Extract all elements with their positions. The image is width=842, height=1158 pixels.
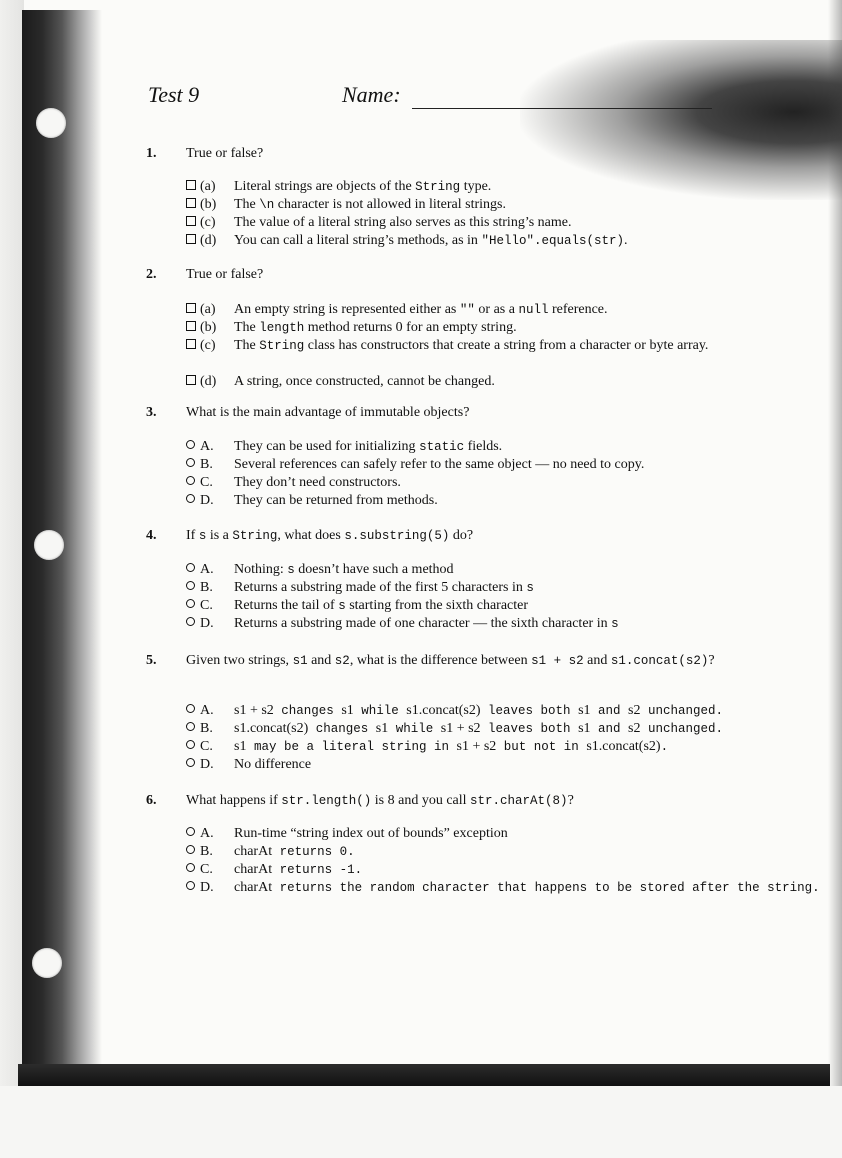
radio-icon[interactable] [186, 581, 195, 590]
text-fragment: The value of a literal string also serves as this string’s name. [234, 215, 572, 230]
checkbox-option[interactable] [186, 232, 232, 250]
text-fragment: or as a [474, 302, 519, 317]
text-fragment: , what is the difference between [349, 653, 532, 668]
scan-right-edge [828, 0, 842, 1090]
punch-hole-bottom [32, 948, 62, 978]
text-fragment: s2 [628, 703, 641, 718]
radio-option[interactable] [186, 579, 232, 597]
option-letter: (c) [200, 338, 216, 353]
scan-margin-bottom [0, 1086, 842, 1158]
code-fragment: and [590, 704, 629, 718]
checkbox-option[interactable] [186, 214, 232, 232]
scan-corner-shadow [520, 40, 842, 200]
code-fragment: "Hello".equals(str) [481, 234, 624, 248]
option-list [186, 178, 746, 250]
text-fragment: s1.concat(s2) [406, 703, 481, 718]
code-fragment: str.length() [281, 794, 372, 808]
option-list [186, 301, 746, 391]
code-fragment: s [287, 563, 295, 577]
option-text [234, 337, 754, 355]
text-fragment: do? [449, 528, 474, 543]
text-fragment: starting from the sixth character [345, 598, 529, 613]
code-fragment: null [518, 303, 549, 317]
question-number: 6. [146, 793, 157, 808]
text-fragment: The [234, 338, 260, 353]
answer-option[interactable] [186, 214, 746, 232]
radio-option[interactable] [186, 456, 232, 474]
question-text: True or false? [186, 267, 264, 282]
answer-option[interactable] [186, 615, 746, 633]
option-list [186, 561, 746, 633]
option-letter: D. [200, 757, 214, 772]
radio-option[interactable] [186, 861, 232, 879]
checkbox-option[interactable] [186, 373, 232, 391]
question-number: 1. [146, 146, 157, 161]
question-number: 4. [146, 528, 157, 543]
text-fragment: type. [460, 179, 492, 194]
option-text [234, 456, 754, 474]
radio-icon[interactable] [186, 827, 195, 836]
checkbox-icon[interactable] [186, 339, 196, 349]
answer-option[interactable] [186, 597, 746, 615]
radio-option[interactable] [186, 879, 232, 897]
radio-option[interactable] [186, 702, 232, 720]
code-fragment: s1 + s2 [531, 654, 584, 668]
option-letter: A. [200, 826, 214, 841]
code-fragment: . [660, 740, 669, 754]
text-fragment: method returns 0 for an empty string. [304, 320, 517, 335]
text-fragment: The [234, 320, 260, 335]
option-text [234, 438, 754, 456]
option-letter: B. [200, 844, 213, 859]
radio-option[interactable] [186, 492, 232, 510]
option-text [234, 214, 754, 232]
answer-option[interactable] [186, 720, 746, 738]
answer-option[interactable] [186, 561, 746, 579]
option-letter: (d) [200, 233, 217, 248]
option-list [186, 702, 746, 774]
text-fragment: They don’t need constructors. [234, 475, 401, 490]
text-fragment: You can call a literal string’s methods, as in [234, 233, 482, 248]
text-fragment: Returns a substring made of the first 5 characters in [234, 580, 527, 595]
text-fragment: s1 + s2 [234, 703, 274, 718]
question-text: What is the main advantage of immutable objects? [186, 405, 470, 420]
question-text [186, 652, 746, 670]
answer-option[interactable] [186, 492, 746, 510]
text-fragment: doesn’t have such a method [294, 562, 454, 577]
answer-option[interactable] [186, 178, 746, 196]
text-fragment: A string, once constructed, cannot be changed. [234, 374, 495, 389]
code-fragment: returns -1. [272, 863, 363, 877]
code-fragment: s.substring(5) [344, 529, 450, 543]
punch-hole-top [36, 108, 66, 138]
option-text [234, 492, 754, 510]
test-title: Test 9 [148, 82, 200, 107]
text-fragment: s1.concat(s2) [234, 721, 309, 736]
answer-option[interactable] [186, 879, 820, 897]
answer-option[interactable] [186, 579, 746, 597]
radio-icon[interactable] [186, 845, 195, 854]
radio-icon[interactable] [186, 476, 195, 485]
radio-option[interactable] [186, 843, 232, 861]
option-list [186, 825, 820, 897]
radio-option[interactable] [186, 615, 232, 633]
option-text [234, 861, 754, 879]
text-fragment: class has constructors that create a string from a character or byte array. [304, 338, 709, 353]
code-fragment: static [419, 440, 465, 454]
option-text [234, 561, 754, 579]
checkbox-option[interactable] [186, 319, 232, 337]
code-fragment: unchanged. [640, 704, 724, 718]
code-fragment: may be a literal string in [246, 740, 457, 754]
radio-option[interactable] [186, 597, 232, 615]
radio-icon[interactable] [186, 440, 195, 449]
option-letter: C. [200, 475, 213, 490]
answer-option[interactable] [186, 456, 746, 474]
answer-option[interactable] [186, 438, 746, 456]
checkbox-icon[interactable] [186, 180, 196, 190]
radio-option[interactable] [186, 738, 232, 756]
option-text [234, 178, 754, 196]
code-fragment: length [259, 321, 305, 335]
code-fragment: String [232, 529, 278, 543]
answer-option[interactable] [186, 738, 746, 756]
answer-option[interactable] [186, 474, 746, 492]
radio-option[interactable] [186, 561, 232, 579]
text-fragment: and [583, 653, 611, 668]
text-fragment: What happens if [186, 793, 282, 808]
checkbox-option[interactable] [186, 196, 232, 214]
option-letter: (c) [200, 215, 216, 230]
code-fragment: String [259, 339, 305, 353]
option-text [234, 738, 754, 756]
text-fragment: s1 [341, 703, 354, 718]
text-fragment: is a [206, 528, 233, 543]
text-fragment: character is not allowed in literal strings. [274, 197, 506, 212]
code-fragment: leaves both [480, 722, 579, 736]
text-fragment: Nothing: [234, 562, 288, 577]
code-fragment: "" [459, 303, 475, 317]
code-fragment: and [590, 722, 629, 736]
text-fragment: If [186, 528, 199, 543]
question-number: 3. [146, 405, 157, 420]
code-fragment: s [338, 599, 346, 613]
option-letter: A. [200, 562, 214, 577]
question-text [186, 527, 746, 545]
radio-option[interactable] [186, 474, 232, 492]
option-letter: C. [200, 598, 213, 613]
option-text [234, 615, 754, 633]
code-fragment: s [611, 617, 619, 631]
radio-icon[interactable] [186, 617, 195, 626]
text-fragment: s1 [578, 703, 591, 718]
code-fragment: changes [273, 704, 342, 718]
answer-option[interactable] [186, 196, 746, 214]
option-letter: C. [200, 862, 213, 877]
text-fragment: They can be used for initializing [234, 439, 420, 454]
text-fragment: Returns the tail of [234, 598, 339, 613]
option-letter: B. [200, 721, 213, 736]
option-text [234, 756, 754, 774]
text-fragment: An empty string is represented either as [234, 302, 460, 317]
question-text [186, 792, 746, 810]
text-fragment: fields. [464, 439, 503, 454]
option-letter: (b) [200, 320, 217, 335]
name-field-line[interactable] [412, 108, 712, 109]
option-text [234, 702, 754, 720]
option-text [234, 843, 754, 861]
checkbox-icon[interactable] [186, 375, 196, 385]
option-letter: B. [200, 580, 213, 595]
text-fragment: s2 [628, 721, 641, 736]
text-fragment: Returns a substring made of one character — the sixth character in [234, 616, 612, 631]
option-text [234, 879, 820, 897]
answer-option[interactable] [186, 702, 746, 720]
radio-option[interactable] [186, 720, 232, 738]
option-letter: D. [200, 880, 214, 895]
option-text [234, 301, 754, 319]
answer-option[interactable] [186, 319, 746, 337]
name-label: Name: [342, 82, 401, 107]
option-letter: B. [200, 457, 213, 472]
option-letter: (d) [200, 374, 217, 389]
scan-bottom-edge [18, 1064, 830, 1086]
code-fragment: unchanged. [640, 722, 724, 736]
answer-option[interactable] [186, 373, 746, 391]
text-fragment: No difference [234, 757, 312, 772]
checkbox-icon[interactable] [186, 321, 196, 331]
code-fragment: while [388, 722, 441, 736]
text-fragment: Literal strings are objects of the [234, 179, 416, 194]
text-fragment: and [307, 653, 335, 668]
scan-left-edge [0, 0, 24, 1158]
code-fragment: str.charAt(8) [470, 794, 568, 808]
checkbox-option[interactable] [186, 337, 232, 355]
text-fragment: ? [567, 793, 574, 808]
radio-icon[interactable] [186, 758, 195, 767]
checkbox-icon[interactable] [186, 234, 196, 244]
code-fragment: returns 0. [272, 845, 355, 859]
answer-option[interactable] [186, 843, 746, 861]
radio-icon[interactable] [186, 722, 195, 731]
text-fragment: s1 [375, 721, 389, 736]
code-fragment: while [353, 704, 407, 718]
text-fragment: s1.concat(s2) [586, 739, 661, 754]
text-fragment: s1 + s2 [440, 721, 481, 736]
checkbox-icon[interactable] [186, 198, 196, 208]
code-fragment: s1.concat(s2) [610, 654, 709, 668]
text-fragment: s1 [578, 721, 591, 736]
radio-icon[interactable] [186, 599, 195, 608]
radio-icon[interactable] [186, 863, 195, 872]
option-text [234, 579, 754, 597]
answer-option[interactable] [186, 825, 746, 843]
option-letter: (a) [200, 302, 216, 317]
code-fragment: leaves both [480, 704, 579, 718]
question-number: 5. [146, 653, 157, 668]
code-fragment: s2 [334, 654, 350, 668]
radio-option[interactable] [186, 756, 232, 774]
option-text [234, 720, 754, 738]
text-fragment: Given two strings, [186, 653, 293, 668]
checkbox-option[interactable] [186, 178, 232, 196]
option-letter: (b) [200, 197, 217, 212]
radio-icon[interactable] [186, 563, 195, 572]
answer-option[interactable] [186, 232, 746, 250]
text-fragment: s1 + s2 [456, 739, 497, 754]
text-fragment: Several references can safely refer to the same object — no need to copy. [234, 457, 645, 472]
text-fragment: Run-time “string index out of bounds” exception [234, 826, 508, 841]
radio-option[interactable] [186, 825, 232, 843]
checkbox-option[interactable] [186, 301, 232, 319]
answer-option[interactable] [186, 861, 746, 879]
option-letter: (a) [200, 179, 216, 194]
option-letter: C. [200, 739, 213, 754]
code-fragment: String [415, 180, 461, 194]
radio-icon[interactable] [186, 458, 195, 467]
option-letter: D. [200, 493, 214, 508]
question-text: True or false? [186, 146, 264, 161]
option-letter: D. [200, 616, 214, 631]
checkbox-icon[interactable] [186, 303, 196, 313]
text-fragment: s1 [234, 739, 247, 754]
option-text [234, 319, 754, 337]
option-text [234, 825, 754, 843]
answer-option[interactable] [186, 301, 746, 319]
code-fragment: returns the random character that happens to be stored after the string. [272, 881, 820, 895]
punch-hole-middle [34, 530, 64, 560]
radio-option[interactable] [186, 438, 232, 456]
text-fragment: charAt [234, 862, 273, 877]
text-fragment: charAt [234, 844, 273, 859]
option-text [234, 597, 754, 615]
text-fragment: . [623, 233, 628, 248]
option-list [186, 438, 746, 510]
code-fragment: s [526, 581, 534, 595]
radio-icon[interactable] [186, 494, 195, 503]
code-fragment: \n [259, 198, 275, 212]
text-fragment: The [234, 197, 260, 212]
text-fragment: They can be returned from methods. [234, 493, 438, 508]
text-fragment: , what does [277, 528, 345, 543]
option-text [234, 373, 754, 391]
code-fragment: s1 [292, 654, 308, 668]
radio-icon[interactable] [186, 704, 195, 713]
option-text [234, 232, 754, 250]
answer-option[interactable] [186, 337, 746, 373]
code-fragment: s [198, 529, 207, 543]
option-text [234, 196, 754, 214]
answer-option[interactable] [186, 756, 746, 774]
radio-icon[interactable] [186, 740, 195, 749]
code-fragment: changes [308, 722, 376, 736]
option-letter: A. [200, 439, 214, 454]
option-text [234, 474, 754, 492]
radio-icon[interactable] [186, 881, 195, 890]
text-fragment: is 8 and you call [371, 793, 471, 808]
text-fragment: reference. [548, 302, 608, 317]
checkbox-icon[interactable] [186, 216, 196, 226]
question-number: 2. [146, 267, 157, 282]
text-fragment: ? [708, 653, 715, 668]
text-fragment: charAt [234, 880, 273, 895]
code-fragment: but not in [496, 740, 587, 754]
option-letter: A. [200, 703, 214, 718]
